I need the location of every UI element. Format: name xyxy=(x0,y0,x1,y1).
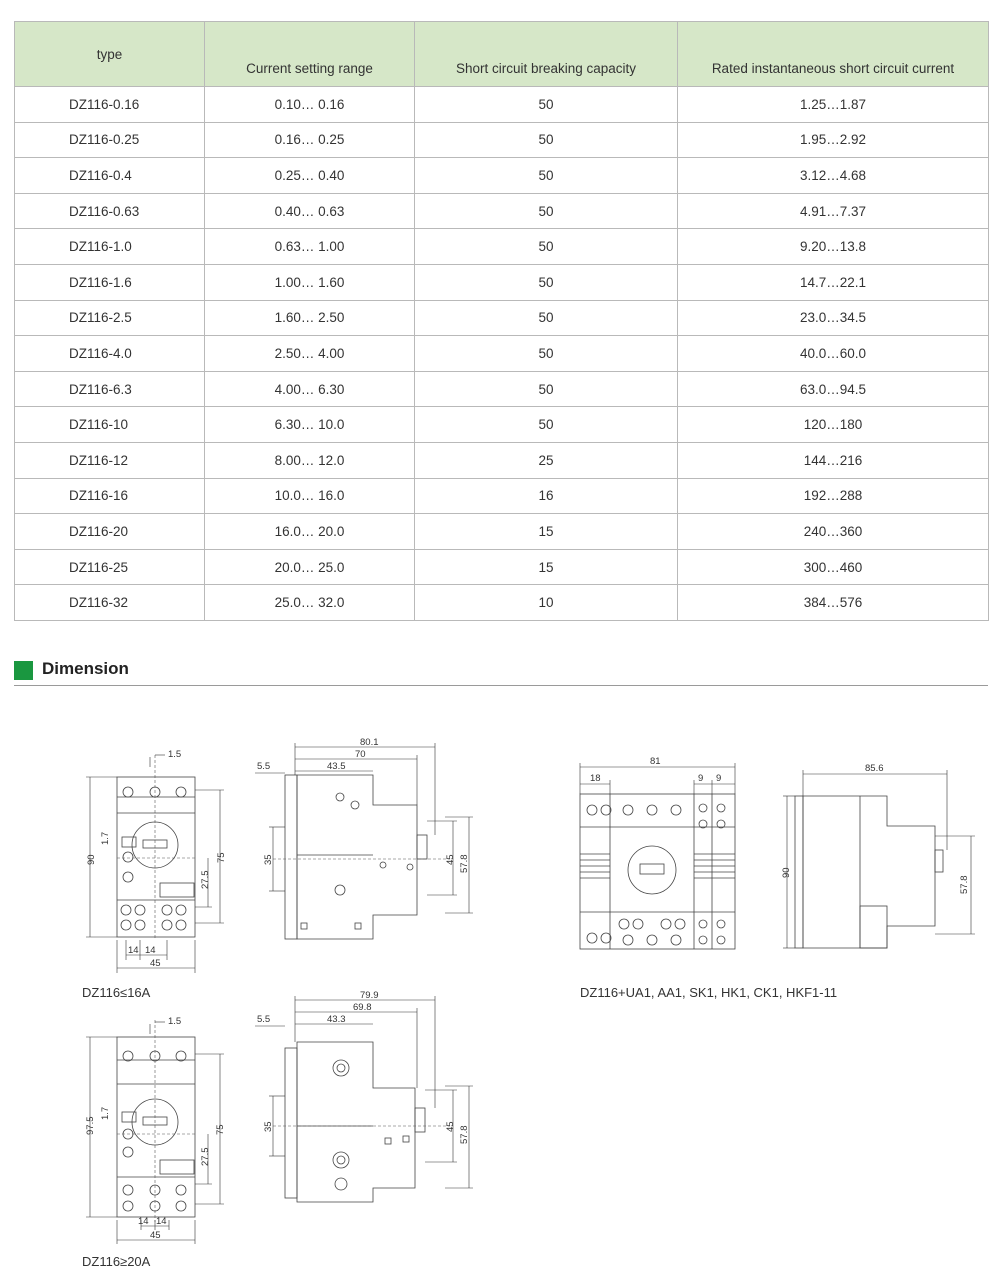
drawing-front-accessory xyxy=(572,752,742,952)
caption-16a: DZ116≤16A xyxy=(82,985,151,1000)
dim-front-pitch-b: 14 xyxy=(145,945,156,956)
table-row xyxy=(15,300,989,336)
cell-instantaneous-current: 3.12…4.68 xyxy=(678,158,989,194)
dim-side-h35: 35 xyxy=(263,854,274,865)
cell-current-setting-range: 6.30… 10.0 xyxy=(205,407,415,443)
table-row xyxy=(15,407,989,443)
dim-side2-h45: 45 xyxy=(445,1121,456,1132)
dim-side2-d3: 43.3 xyxy=(327,1014,346,1025)
cell-type: DZ116-20 xyxy=(15,514,205,550)
cell-type: DZ116-1.6 xyxy=(15,264,205,300)
cell-breaking-capacity: 50 xyxy=(415,229,678,265)
cell-current-setting-range: 1.60… 2.50 xyxy=(205,300,415,336)
cell-current-setting-range: 10.0… 16.0 xyxy=(205,478,415,514)
dim-side2-h57: 57.8 xyxy=(459,1125,470,1144)
dim-front2-top: 1.5 xyxy=(168,1016,182,1027)
cell-breaking-capacity: 50 xyxy=(415,158,678,194)
dim-acc-m2: 9 xyxy=(716,773,722,784)
dim-front2-mid-height: 27.5 xyxy=(200,1147,211,1166)
cell-current-setting-range: 8.00… 12.0 xyxy=(205,442,415,478)
dim-front-width: 45 xyxy=(150,958,161,969)
dim-acc-m1: 9 xyxy=(698,773,704,784)
cell-instantaneous-current: 14.7…22.1 xyxy=(678,264,989,300)
dim-front-left-small: 1.7 xyxy=(100,831,111,845)
cell-breaking-capacity: 25 xyxy=(415,442,678,478)
section-title: Dimension xyxy=(42,659,129,678)
dim-side-h45: 45 xyxy=(445,854,456,865)
cell-instantaneous-current: 240…360 xyxy=(678,514,989,550)
table-row xyxy=(15,158,989,194)
caption-accessory: DZ116+UA1, AA1, SK1, HK1, CK1, HKF1-11 xyxy=(580,985,838,1000)
cell-breaking-capacity: 10 xyxy=(415,585,678,621)
cell-type: DZ116-0.4 xyxy=(15,158,205,194)
dim-front2-width: 45 xyxy=(150,1230,161,1241)
dim-side-d3: 43.5 xyxy=(327,761,346,772)
header-instantaneous-current: Rated instantaneous short circuit current xyxy=(678,22,989,87)
table-row xyxy=(15,264,989,300)
table-row xyxy=(15,87,989,123)
cell-current-setting-range: 2.50… 4.00 xyxy=(205,336,415,372)
cell-type: DZ116-0.63 xyxy=(15,193,205,229)
table-body xyxy=(15,87,989,621)
cell-instantaneous-current: 4.91…7.37 xyxy=(678,193,989,229)
cell-type: DZ116-4.0 xyxy=(15,336,205,372)
cell-breaking-capacity: 50 xyxy=(415,371,678,407)
cell-instantaneous-current: 23.0…34.5 xyxy=(678,300,989,336)
cell-current-setting-range: 0.63… 1.00 xyxy=(205,229,415,265)
dim-acc-side-h57: 57.8 xyxy=(959,875,970,894)
header-type: type xyxy=(15,22,205,87)
drawing-side-accessory xyxy=(775,758,975,958)
drawing-side-20a xyxy=(255,990,480,1210)
cell-type: DZ116-10 xyxy=(15,407,205,443)
dim-acc-side-depth: 85.6 xyxy=(865,763,884,774)
dim-front-right-height: 75 xyxy=(216,852,227,863)
dim-side2-depth: 79.9 xyxy=(360,990,379,1001)
dim-front2-right-height: 75 xyxy=(215,1124,226,1135)
cell-breaking-capacity: 15 xyxy=(415,549,678,585)
cell-breaking-capacity: 50 xyxy=(415,264,678,300)
dim-side2-h35: 35 xyxy=(263,1121,274,1132)
cell-type: DZ116-6.3 xyxy=(15,371,205,407)
dim-front2-left-small: 1.7 xyxy=(100,1106,111,1120)
cell-breaking-capacity: 50 xyxy=(415,407,678,443)
dim-side-rail: 5.5 xyxy=(257,761,271,772)
cell-instantaneous-current: 9.20…13.8 xyxy=(678,229,989,265)
cell-type: DZ116-25 xyxy=(15,549,205,585)
dim-side-h57: 57.8 xyxy=(459,854,470,873)
dim-front2-height: 97.5 xyxy=(85,1116,96,1135)
cell-instantaneous-current: 384…576 xyxy=(678,585,989,621)
cell-instantaneous-current: 1.25…1.87 xyxy=(678,87,989,123)
dim-front2-pitch-b: 14 xyxy=(156,1216,167,1227)
cell-current-setting-range: 16.0… 20.0 xyxy=(205,514,415,550)
drawing-side-16a xyxy=(255,735,480,945)
header-breaking-capacity: Short circuit breaking capacity xyxy=(415,22,678,87)
dim-front2-pitch-a: 14 xyxy=(138,1216,149,1227)
cell-instantaneous-current: 40.0…60.0 xyxy=(678,336,989,372)
dim-front-mid-height: 27.5 xyxy=(200,870,211,889)
cell-current-setting-range: 1.00… 1.60 xyxy=(205,264,415,300)
cell-breaking-capacity: 50 xyxy=(415,87,678,123)
cell-current-setting-range: 0.25… 0.40 xyxy=(205,158,415,194)
table-header-row xyxy=(15,22,989,87)
dim-side2-rail: 5.5 xyxy=(257,1014,271,1025)
drawing-front-16a xyxy=(80,745,230,980)
cell-type: DZ116-0.16 xyxy=(15,87,205,123)
cell-type: DZ116-0.25 xyxy=(15,122,205,158)
cell-instantaneous-current: 144…216 xyxy=(678,442,989,478)
dim-front-height: 90 xyxy=(86,854,97,865)
cell-current-setting-range: 20.0… 25.0 xyxy=(205,549,415,585)
dim-side-d2: 70 xyxy=(355,749,366,760)
table-row xyxy=(15,514,989,550)
cell-breaking-capacity: 50 xyxy=(415,336,678,372)
table-row xyxy=(15,229,989,265)
cell-breaking-capacity: 50 xyxy=(415,122,678,158)
cell-current-setting-range: 0.16… 0.25 xyxy=(205,122,415,158)
dim-acc-left: 18 xyxy=(590,773,601,784)
header-current-setting-range: Current setting range xyxy=(205,22,415,87)
cell-current-setting-range: 4.00… 6.30 xyxy=(205,371,415,407)
caption-20a: DZ116≥20A xyxy=(82,1254,151,1269)
cell-type: DZ116-16 xyxy=(15,478,205,514)
cell-type: DZ116-2.5 xyxy=(15,300,205,336)
cell-breaking-capacity: 16 xyxy=(415,478,678,514)
cell-breaking-capacity: 50 xyxy=(415,193,678,229)
section-marker-icon xyxy=(14,661,33,680)
cell-instantaneous-current: 63.0…94.5 xyxy=(678,371,989,407)
table-row xyxy=(15,478,989,514)
dim-side-depth: 80.1 xyxy=(360,737,379,748)
cell-instantaneous-current: 300…460 xyxy=(678,549,989,585)
cell-type: DZ116-12 xyxy=(15,442,205,478)
cell-instantaneous-current: 120…180 xyxy=(678,407,989,443)
dimension-section-header xyxy=(14,655,988,686)
dim-front-pitch-a: 14 xyxy=(128,945,139,956)
table-row xyxy=(15,585,989,621)
dim-side2-d2: 69.8 xyxy=(353,1002,372,1013)
table-row xyxy=(15,442,989,478)
table-row xyxy=(15,371,989,407)
table-row xyxy=(15,336,989,372)
cell-breaking-capacity: 50 xyxy=(415,300,678,336)
dim-front-top: 1.5 xyxy=(168,749,182,760)
drawing-front-20a xyxy=(80,1012,230,1247)
specification-table xyxy=(14,21,989,621)
cell-type: DZ116-1.0 xyxy=(15,229,205,265)
cell-breaking-capacity: 15 xyxy=(415,514,678,550)
cell-type: DZ116-32 xyxy=(15,585,205,621)
cell-instantaneous-current: 192…288 xyxy=(678,478,989,514)
table-row xyxy=(15,122,989,158)
dim-acc-width: 81 xyxy=(650,756,661,767)
cell-current-setting-range: 25.0… 32.0 xyxy=(205,585,415,621)
dim-acc-side-height: 90 xyxy=(781,867,792,878)
cell-current-setting-range: 0.40… 0.63 xyxy=(205,193,415,229)
table-row xyxy=(15,549,989,585)
cell-instantaneous-current: 1.95…2.92 xyxy=(678,122,989,158)
table-row xyxy=(15,193,989,229)
cell-current-setting-range: 0.10… 0.16 xyxy=(205,87,415,123)
